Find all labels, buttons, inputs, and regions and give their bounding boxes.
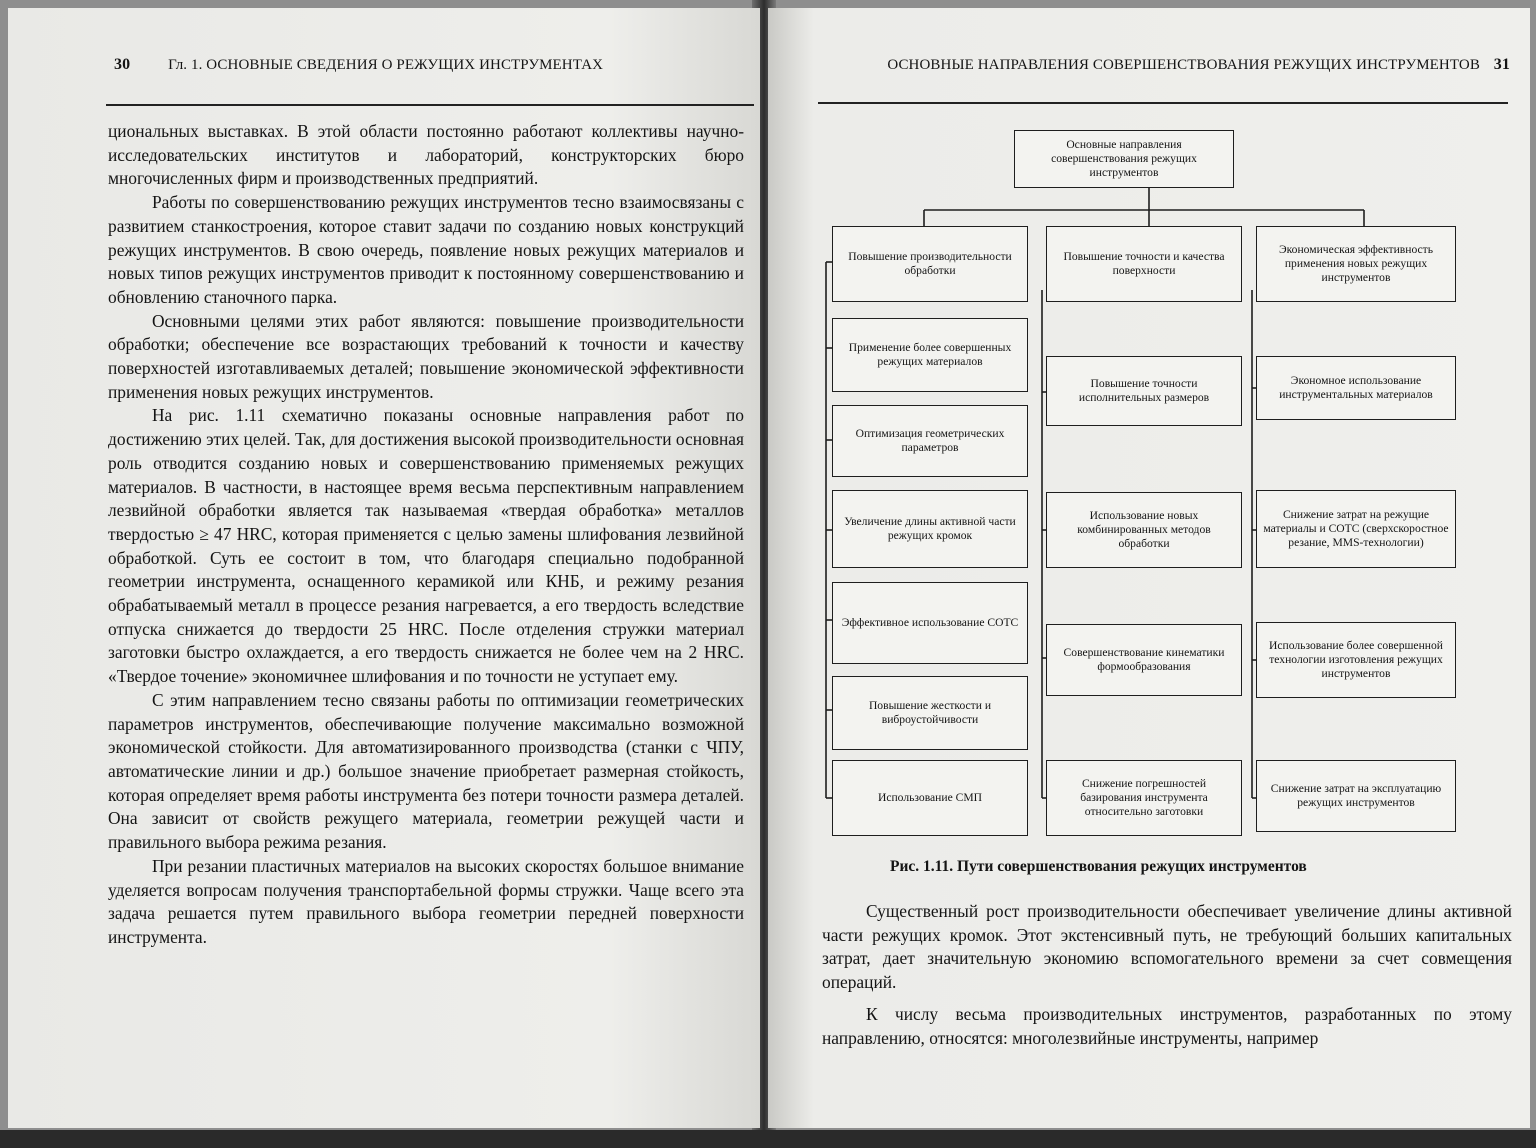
right-header-rule [818, 102, 1508, 104]
col2-head-box: Повышение точности и качества поверхности [1046, 226, 1242, 302]
paragraph: Существенный рост производительности обеспечивает увеличение длины активной части режущих кромок. Этот экстенсивный путь, не требующий больших капитальных затрат, дает значительную экономию вспомогательного времени за счет совмещения операций. [822, 901, 1512, 993]
col1-item-box: Применение более совершенных режущих материалов [832, 318, 1028, 392]
paragraph: К числу весьма производительных инструментов, разработанных по этому направлению, относятся: многолезвийные инструменты, например [822, 1003, 1512, 1048]
paragraph: Работы по совершенствованию режущих инструментов тесно взаимосвязаны с развитием станкостроения, которое ставит задачи по созданию новых конструкций режущих инструментов. В свою очередь, появление новых режущих материалов и новых типов режущих инструментов приводит к постоянному совершенствованию и обновлению станочного парка. [108, 192, 744, 307]
col3-item-box: Экономное использование инструментальных материалов [1256, 356, 1456, 420]
left-header-rule [106, 104, 754, 106]
right-page-number: 31 [1493, 56, 1510, 73]
col1-head-box: Повышение производительности обработки [832, 226, 1028, 302]
col2-item-box: Использование новых комбинированных методов обработки [1046, 492, 1242, 568]
left-body-text [108, 120, 744, 950]
col2-item-box: Повышение точности исполнительных размеров [1046, 356, 1242, 426]
col3-item-box: Использование более совершенной технологии изготовления режущих инструментов [1256, 622, 1456, 698]
right-body-text [822, 900, 1512, 1050]
paragraph: На рис. 1.11 схематично показаны основные направления работ по достижению этих целей. Так, для достижения высокой производительности основная роль отводится созданию новых и совершенствованию применяемых режущих материалов. В частности, в настоящее время весьма перспективным направлением лезвийной обработки является так называемая «твердая обработка» металлов твердостью ≥ 47 HRC, которая применяется с целью замены шлифования лезвийной обработкой. Суть ее состоит в том, что благодаря специально подобранной геометрии инструмента, оснащенного керамикой или КНБ, и режиму резания обрабатываемый металл в процессе резания нагревается, а его твердость вследствие отпуска снижается до твердости 25 HRC. После отделения стружки материал заготовки быстро охлаждается, а его твердость снижается не более чем на 2 HRC. «Твердое точение» экономичнее шлифования и по точности не уступает ему. [108, 405, 744, 687]
col1-item-box: Оптимизация геометрических параметров [832, 405, 1028, 477]
right-running-header [820, 56, 1510, 74]
col3-head-box: Экономическая эффективность применения новых режущих инструментов [1256, 226, 1456, 302]
left-header-title: Гл. 1. ОСНОВНЫЕ СВЕДЕНИЯ О РЕЖУЩИХ ИНСТРУМЕНТАХ [168, 57, 604, 73]
book-bottom-edge [0, 1130, 1536, 1148]
col1-item-box: Увеличение длины активной части режущих кромок [832, 490, 1028, 568]
left-page [8, 8, 760, 1128]
paragraph: При резании пластичных материалов на высоких скоростях большое внимание уделяется вопросам получения транспортабельной формы стружки. Чаще всего эта задача решается путем правильного выбора геометрии передней поверхности инструмента. [108, 855, 744, 947]
col1-item-box: Повышение жесткости и виброустойчивости [832, 676, 1028, 750]
diagram-root-box: Основные направления совершенствования режущих инструментов [1014, 130, 1234, 188]
paragraph: С этим направлением тесно связаны работы по оптимизации геометрических параметров инструментов, обеспечивающие получение максимально возможной экономической стойкости. Для автоматизированного производства (станки с ЧПУ, автоматические линии и др.) большое значение приобретает размерная стойкость, которая определяет время работы инструмента без потери точности размера деталей. Она зависит от свойств режущего материала, геометрии режущей части и правильного выбора режима резания. [108, 689, 744, 853]
paragraph: циональных выставках. В этой области постоянно работают коллективы научно-исследовательских институтов и лабораторий, конструкторских бюро многочисленных фирм и производственных предприятий. [108, 121, 744, 189]
col2-item-box: Снижение погрешностей базирования инструмента относительно заготовки [1046, 760, 1242, 836]
left-page-number: 30 [114, 56, 131, 73]
col2-item-box: Совершенствование кинематики формообразования [1046, 624, 1242, 696]
paragraph: Основными целями этих работ являются: повышение производительности обработки; обеспечение все возрастающих требований к точности и качеству поверхностей изготавливаемых деталей; повышение экономической эффективности применения новых режущих инструментов. [108, 310, 744, 402]
figure-caption: Рис. 1.11. Пути совершенствования режущих инструментов [890, 858, 1307, 875]
col1-item-box: Эффективное использование СОТС [832, 582, 1028, 664]
right-header-title: ОСНОВНЫЕ НАПРАВЛЕНИЯ СОВЕРШЕНСТВОВАНИЯ РЕЖУЩИХ ИНСТРУМЕНТОВ [887, 57, 1480, 73]
col3-item-box: Снижение затрат на режущие материалы и СОТС (сверхскоростное резание, MMS-технологии) [1256, 490, 1456, 568]
col3-item-box: Снижение затрат на эксплуатацию режущих инструментов [1256, 760, 1456, 832]
col1-item-box: Использование СМП [832, 760, 1028, 836]
left-running-header [114, 56, 754, 74]
directions-diagram [824, 130, 1504, 860]
right-page [768, 8, 1530, 1128]
